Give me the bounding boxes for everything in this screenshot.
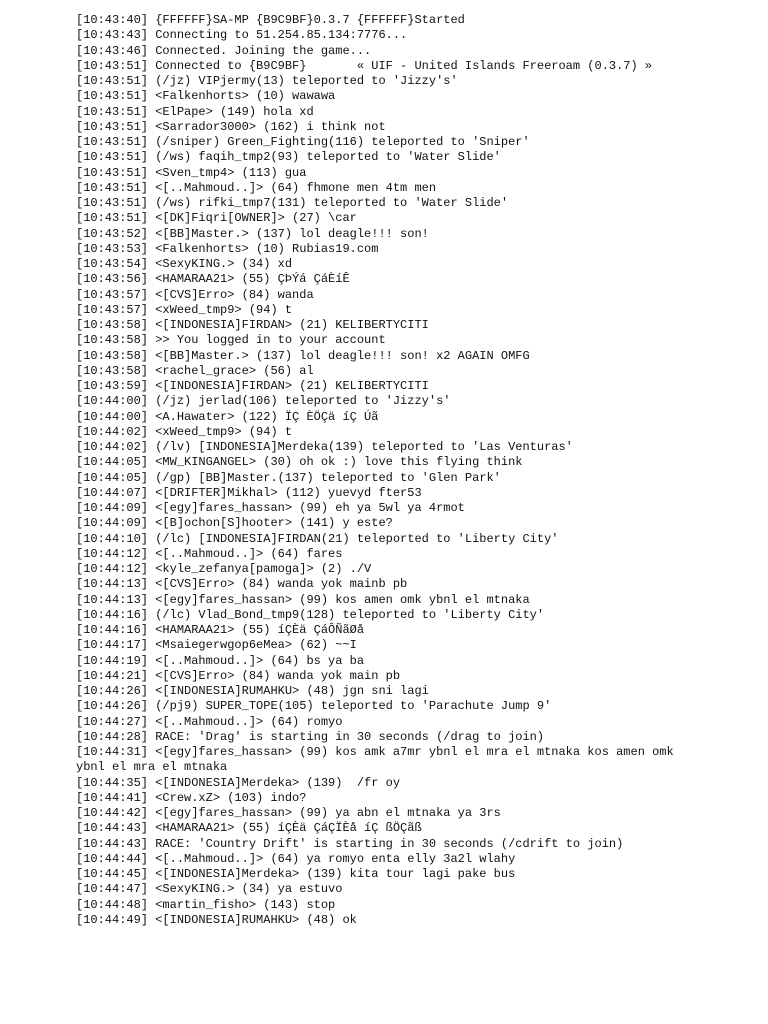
log-timestamp: [10:44:00] [76, 394, 149, 409]
log-timestamp: [10:43:56] [76, 272, 149, 287]
log-timestamp: [10:44:07] [76, 485, 149, 500]
log-timestamp: [10:43:51] [76, 165, 149, 180]
log-message: <[CVS]Erro> (84) wanda [155, 287, 314, 302]
log-timestamp: [10:44:45] [76, 867, 149, 881]
log-timestamp: [10:44:12] [76, 562, 149, 576]
log-timestamp: [10:43:58] [76, 318, 149, 332]
log-timestamp: [10:44:26] [76, 684, 149, 698]
log-line [76, 516, 676, 531]
log-timestamp: [10:44:13] [76, 592, 149, 607]
log-timestamp: [10:44:12] [76, 546, 149, 561]
log-message: <[egy]fares_hassan> (99) ya abn el mtnaka ya 3rs [155, 806, 501, 820]
log-timestamp: [10:44:00] [76, 409, 149, 424]
log-line [76, 379, 676, 394]
log-timestamp: [10:44:05] [76, 455, 149, 470]
log-message: <[..Mahmoud..]> (64) fares [155, 546, 343, 561]
log-message: {FFFFFF}SA-MP {B9C9BF}0.3.7 {FFFFFF}Started [155, 13, 465, 27]
log-timestamp: [10:44:05] [76, 470, 149, 485]
log-message: <Sven_tmp4> (113) gua [155, 165, 307, 180]
log-timestamp: [10:43:51] [76, 150, 149, 165]
log-line [76, 547, 676, 562]
log-message: <HAMARAA21> (55) íÇÈä ÇáÇÏÈå íÇ ßÖÇãß [155, 821, 422, 836]
log-message: <[egy]fares_hassan> (99) kos amk a7mr ybnl el mra el mtnaka kos amen omk ybnl el mra el mtnaka [76, 745, 681, 775]
log-line [76, 471, 676, 486]
log-timestamp: [10:44:13] [76, 577, 149, 592]
log-message: <[egy]fares_hassan> (99) kos amen omk ybnl el mtnaka [155, 592, 530, 607]
log-timestamp: [10:43:46] [76, 43, 149, 58]
log-timestamp: [10:43:58] [76, 333, 149, 348]
log-timestamp: [10:44:09] [76, 516, 149, 531]
log-message: <Crew.xZ> (103) indo? [155, 790, 307, 805]
log-message: RACE: 'Drag' is starting in 30 seconds (/drag to join) [155, 729, 545, 744]
log-message: <[DK]Fiqri[OWNER]> (27) \car [155, 211, 357, 226]
log-line [76, 440, 676, 455]
log-timestamp: [10:43:51] [76, 135, 149, 149]
log-message: <SexyKING.> (34) xd [155, 257, 293, 271]
log-timestamp: [10:44:28] [76, 729, 149, 744]
log-message: <HAMARAA21> (55) ÇÞÝá ÇáÈíÊ [155, 272, 350, 287]
log-line [76, 455, 676, 470]
log-line [76, 59, 676, 74]
log-message: <SexyKING.> (34) ya estuvo [155, 882, 343, 897]
log-line [76, 227, 676, 242]
log-message: <[..Mahmoud..]> (64) bs ya ba [155, 653, 365, 668]
log-line [76, 105, 676, 120]
log-line [76, 837, 676, 852]
log-timestamp: [10:44:31] [76, 745, 149, 759]
log-message: <[INDONESIA]FIRDAN> (21) KELIBERTYCITI [155, 318, 429, 332]
log-line [76, 135, 676, 150]
log-message: <xWeed_tmp9> (94) t [155, 424, 293, 439]
chat-log [76, 13, 681, 928]
log-timestamp: [10:43:54] [76, 257, 149, 271]
log-message: <Sarrador3000> (162) i think not [155, 119, 386, 134]
log-timestamp: [10:44:43] [76, 821, 149, 836]
log-message: <[..Mahmoud..]> (64) fhmone men 4tm men [155, 180, 437, 195]
log-message: <[INDONESIA]Merdeka> (139) /fr oy [155, 775, 401, 790]
log-message: <[..Mahmoud..]> (64) ya romyo enta elly 3a2l wlahy [155, 851, 516, 866]
log-line [76, 730, 676, 745]
log-line [76, 913, 676, 928]
log-line [76, 562, 676, 577]
log-line [76, 349, 676, 364]
log-timestamp: [10:44:21] [76, 668, 149, 683]
log-timestamp: [10:43:51] [76, 104, 149, 119]
log-timestamp: [10:44:10] [76, 531, 149, 546]
log-message: <A.Hawater> (122) ÏÇ ÈÖÇä íÇ Úã [155, 409, 379, 424]
log-line [76, 776, 676, 791]
log-line [76, 181, 676, 196]
log-line [76, 898, 676, 913]
log-line [76, 715, 676, 730]
log-timestamp: [10:43:58] [76, 348, 149, 363]
log-message: (/lc) Vlad_Bond_tmp9(128) teleported to 'Liberty City' [155, 607, 545, 622]
log-timestamp: [10:44:41] [76, 790, 149, 805]
log-message: <Msaiegerwgop6eMea> (62) ~~I [155, 638, 357, 653]
log-line [76, 28, 676, 43]
log-timestamp: [10:44:48] [76, 897, 149, 912]
log-message: <xWeed_tmp9> (94) t [155, 302, 293, 317]
log-line [76, 166, 676, 181]
log-message: <[egy]fares_hassan> (99) eh ya 5wl ya 4rmot [155, 501, 465, 515]
log-timestamp: [10:43:40] [76, 13, 149, 27]
log-line [76, 196, 676, 211]
log-timestamp: [10:44:16] [76, 607, 149, 622]
log-timestamp: [10:44:09] [76, 501, 149, 515]
log-line [76, 684, 676, 699]
log-message: <kyle_zefanya[pamoga]> (2) ./V [155, 562, 372, 576]
log-line [76, 532, 676, 547]
log-line [76, 364, 676, 379]
log-message: (/pj9) SUPER_TOPE(105) teleported to 'Parachute Jump 9' [155, 699, 552, 714]
log-message: (/jz) VIPjermy(13) teleported to 'Jizzy's' [155, 74, 458, 88]
log-line [76, 882, 676, 897]
log-line [76, 242, 676, 257]
log-message: (/sniper) Green_Fighting(116) teleported to 'Sniper' [155, 135, 530, 149]
log-timestamp: [10:44:49] [76, 912, 149, 927]
log-line [76, 745, 681, 776]
log-message: <[B]ochon[S]hooter> (141) y este? [155, 516, 393, 531]
log-message: <[INDONESIA]RUMAHKU> (48) jgn sni lagi [155, 684, 429, 698]
log-message: <[..Mahmoud..]> (64) romyo [155, 714, 343, 729]
log-timestamp: [10:43:51] [76, 74, 149, 88]
log-line [76, 852, 676, 867]
log-message: <Falkenhorts> (10) wawawa [155, 89, 336, 104]
log-timestamp: [10:43:51] [76, 58, 149, 73]
log-timestamp: [10:44:42] [76, 806, 149, 820]
log-line [76, 669, 676, 684]
log-timestamp: [10:43:51] [76, 89, 149, 104]
log-message: <[INDONESIA]RUMAHKU> (48) ok [155, 912, 357, 927]
log-message: (/gp) [BB]Master.(137) teleported to 'Glen Park' [155, 470, 501, 485]
log-message: <Falkenhorts> (10) Rubias19.com [155, 241, 379, 256]
log-timestamp: [10:44:16] [76, 623, 149, 637]
log-message: (/lv) [INDONESIA]Merdeka(139) teleported to 'Las Venturas' [155, 440, 573, 454]
log-message: <ElPape> (149) hola xd [155, 104, 314, 119]
log-timestamp: [10:44:27] [76, 714, 149, 729]
log-line [76, 608, 676, 623]
log-timestamp: [10:43:51] [76, 196, 149, 210]
log-line [76, 13, 676, 28]
log-message: (/ws) rifki_tmp7(131) teleported to 'Water Slide' [155, 196, 509, 210]
log-line [76, 333, 676, 348]
log-timestamp: [10:43:51] [76, 211, 149, 226]
log-line [76, 501, 676, 516]
log-message: <[INDONESIA]FIRDAN> (21) KELIBERTYCITI [155, 379, 429, 393]
log-line [76, 410, 676, 425]
log-line [76, 288, 676, 303]
log-timestamp: [10:44:02] [76, 424, 149, 439]
log-timestamp: [10:44:26] [76, 699, 149, 714]
log-line [76, 577, 676, 592]
log-line [76, 211, 676, 226]
log-line [76, 89, 676, 104]
log-timestamp: [10:44:43] [76, 836, 149, 851]
log-line [76, 593, 676, 608]
log-line [76, 638, 676, 653]
log-message: >> You logged in to your account [155, 333, 386, 348]
log-message: (/jz) jerlad(106) teleported to 'Jizzy's' [155, 394, 451, 409]
log-line [76, 318, 676, 333]
log-line [76, 425, 676, 440]
log-line [76, 654, 676, 669]
log-timestamp: [10:44:02] [76, 440, 149, 454]
log-message: <[BB]Master.> (137) lol deagle!!! son! x2 AGAIN OMFG [155, 348, 530, 363]
log-timestamp: [10:44:47] [76, 882, 149, 897]
log-line [76, 821, 676, 836]
log-line [76, 150, 676, 165]
log-line [76, 791, 676, 806]
log-timestamp: [10:43:43] [76, 28, 149, 43]
log-line [76, 699, 676, 714]
log-message: <[CVS]Erro> (84) wanda yok mainb pb [155, 577, 408, 592]
log-line [76, 394, 676, 409]
log-message: <[CVS]Erro> (84) wanda yok main pb [155, 668, 401, 683]
log-message: <MW_KINGANGEL> (30) oh ok :) love this flying think [155, 455, 523, 470]
log-message: <[INDONESIA]Merdeka> (139) kita tour lagi pake bus [155, 867, 516, 881]
log-line [76, 806, 676, 821]
log-line [76, 486, 676, 501]
log-message: Connected to {B9C9BF} « UIF - United Islands Freeroam (0.3.7) » [155, 58, 653, 73]
log-message: (/lc) [INDONESIA]FIRDAN(21) teleported to 'Liberty City' [155, 531, 559, 546]
log-timestamp: [10:44:44] [76, 851, 149, 866]
log-message: RACE: 'Country Drift' is starting in 30 seconds (/cdrift to join) [155, 836, 624, 851]
log-timestamp: [10:43:57] [76, 302, 149, 317]
log-line [76, 257, 676, 272]
log-timestamp: [10:44:19] [76, 653, 149, 668]
log-line [76, 623, 676, 638]
log-timestamp: [10:43:51] [76, 180, 149, 195]
log-message: <[BB]Master.> (137) lol deagle!!! son! [155, 226, 429, 241]
log-message: Connected. Joining the game... [155, 43, 372, 58]
log-timestamp: [10:43:58] [76, 363, 149, 378]
log-line [76, 303, 676, 318]
log-timestamp: [10:43:52] [76, 226, 149, 241]
log-message: <HAMARAA21> (55) íÇÈä ÇáÔÑãØå [155, 623, 365, 637]
log-timestamp: [10:43:57] [76, 287, 149, 302]
log-message: <rachel_grace> (56) al [155, 363, 314, 378]
log-line [76, 272, 676, 287]
log-message: (/ws) faqih_tmp2(93) teleported to 'Water Slide' [155, 150, 501, 165]
log-message: <[DRIFTER]Mikhal> (112) yuevyd fter53 [155, 485, 422, 500]
log-message: Connecting to 51.254.85.134:7776... [155, 28, 408, 43]
log-timestamp: [10:43:51] [76, 119, 149, 134]
log-line [76, 44, 676, 59]
log-timestamp: [10:44:17] [76, 638, 149, 653]
log-line [76, 867, 676, 882]
log-message: <martin_fisho> (143) stop [155, 897, 336, 912]
log-timestamp: [10:43:59] [76, 379, 149, 393]
log-timestamp: [10:43:53] [76, 241, 149, 256]
log-line [76, 120, 676, 135]
log-line [76, 74, 676, 89]
log-timestamp: [10:44:35] [76, 775, 149, 790]
